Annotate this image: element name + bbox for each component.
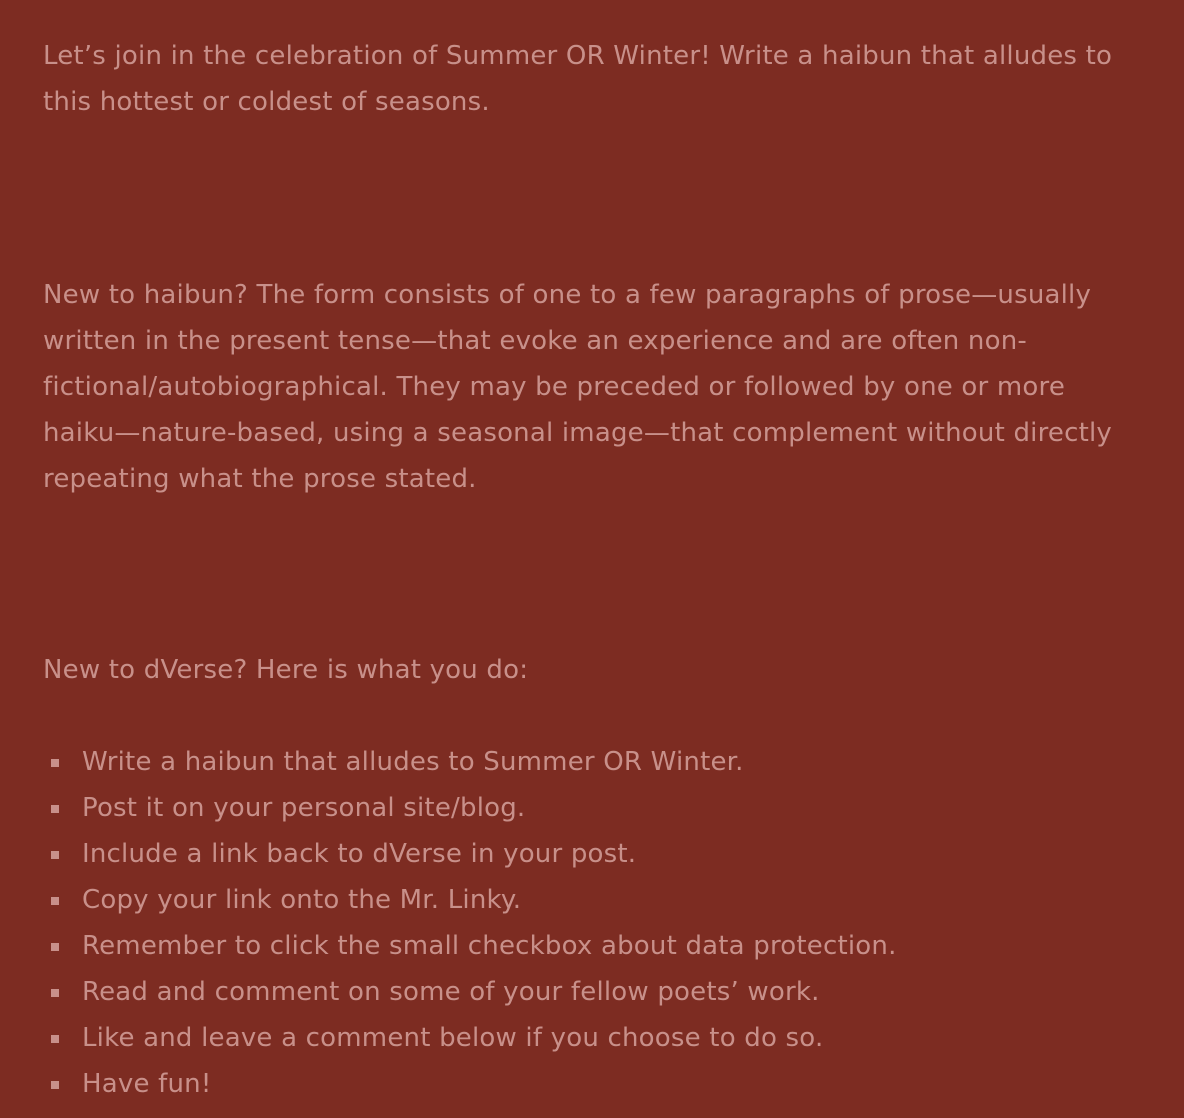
haibun-description-line: haiku—nature-based, using a seasonal image—that complement without directly: [43, 418, 1112, 448]
list-item-text: Have fun!: [82, 1069, 212, 1099]
list-item: [43, 785, 897, 831]
haibun-description-paragraph: [43, 272, 1153, 502]
square-bullet-icon: [51, 1035, 59, 1043]
list-item-text: Write a haibun that alludes to Summer OR Winter.: [82, 747, 744, 777]
list-item: [43, 877, 897, 923]
list-item-text: Post it on your personal site/blog.: [82, 793, 526, 823]
list-item-text: Copy your link onto the Mr. Linky.: [82, 885, 522, 915]
list-item: [43, 923, 897, 969]
new-to-dverse-heading: New to dVerse? Here is what you do:: [43, 655, 529, 685]
square-bullet-icon: [51, 1081, 59, 1089]
list-item: [43, 739, 897, 785]
square-bullet-icon: [51, 897, 59, 905]
haibun-description-line: New to haibun? The form consists of one to a few paragraphs of prose—usually: [43, 280, 1092, 310]
haibun-description-line: written in the present tense—that evoke an experience and are often non-: [43, 326, 1027, 356]
list-item-text: Include a link back to dVerse in your post.: [82, 839, 637, 869]
list-item-text: Like and leave a comment below if you choose to do so.: [82, 1023, 824, 1053]
intro-line: Let’s join in the celebration of Summer OR Winter! Write a haibun that alludes to: [43, 41, 1113, 71]
square-bullet-icon: [51, 805, 59, 813]
list-item-text: Read and comment on some of your fellow poets’ work.: [82, 977, 820, 1007]
list-item: [43, 1061, 897, 1107]
haibun-description-line: repeating what the prose stated.: [43, 464, 477, 494]
square-bullet-icon: [51, 989, 59, 997]
list-item: [43, 1015, 897, 1061]
intro-line: this hottest or coldest of seasons.: [43, 87, 490, 117]
instructions-list: [43, 739, 897, 1107]
intro-paragraph: [43, 33, 1153, 125]
list-item: [43, 831, 897, 877]
square-bullet-icon: [51, 851, 59, 859]
square-bullet-icon: [51, 759, 59, 767]
haibun-description-line: fictional/autobiographical. They may be preceded or followed by one or more: [43, 372, 1066, 402]
list-item-text: Remember to click the small checkbox about data protection.: [82, 931, 897, 961]
list-item: [43, 969, 897, 1015]
square-bullet-icon: [51, 943, 59, 951]
